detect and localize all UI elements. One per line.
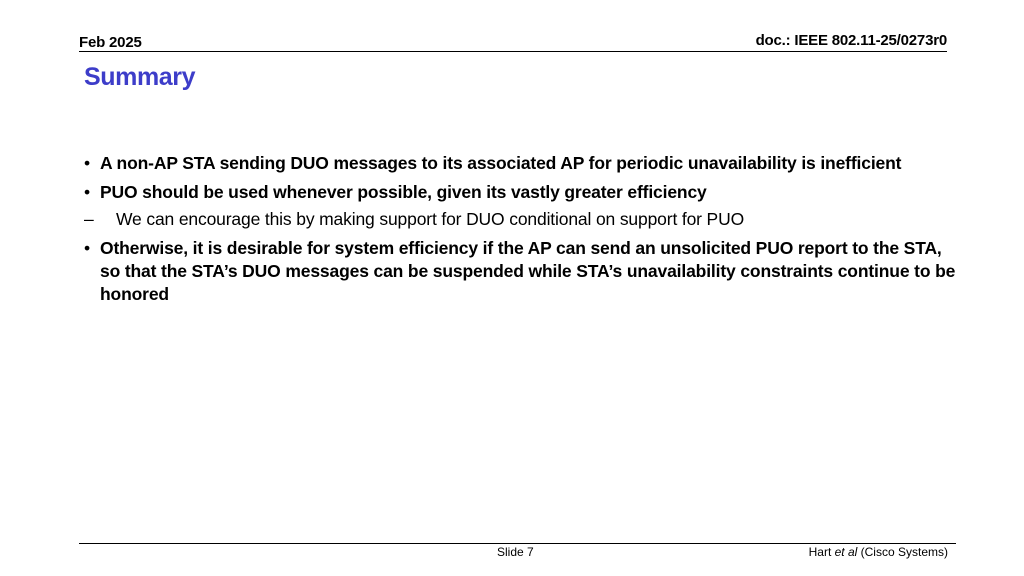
slide-title: Summary xyxy=(84,63,196,91)
bullet-marker: • xyxy=(84,153,90,173)
sub-bullet-text: We can encourage this by making support for DUO conditional on support for PUO xyxy=(116,209,745,229)
header-divider xyxy=(79,51,947,52)
bullet-item xyxy=(84,237,964,306)
footer-divider xyxy=(79,543,956,544)
author-org: (Cisco Systems) xyxy=(857,545,948,559)
bullet-text: Otherwise, it is desirable for system efficiency if the AP can send an unsolicited PUO report to the STA, so that the STA’s DUO messages can be suspended while STA’s unavailability constraints continue to be honored xyxy=(100,238,956,304)
sub-bullet-marker: – xyxy=(84,209,94,229)
bullet-item xyxy=(84,152,964,175)
bullet-text: PUO should be used whenever possible, given its vastly greater efficiency xyxy=(100,182,707,202)
bullet-item xyxy=(84,181,964,204)
author-name: Hart xyxy=(808,545,835,559)
bullet-marker: • xyxy=(84,238,90,258)
footer-author xyxy=(809,545,948,559)
header-date: Feb 2025 xyxy=(79,34,142,51)
slide-body xyxy=(84,152,964,312)
header-doc-id: doc.: IEEE 802.11-25/0273r0 xyxy=(755,32,947,49)
bullet-marker: • xyxy=(84,182,90,202)
sub-bullet-item xyxy=(84,208,964,231)
author-et-al: et al xyxy=(834,545,858,559)
slide-number: Slide 7 xyxy=(497,545,534,559)
bullet-text: A non-AP STA sending DUO messages to its associated AP for periodic unavailability is inefficient xyxy=(100,153,902,173)
